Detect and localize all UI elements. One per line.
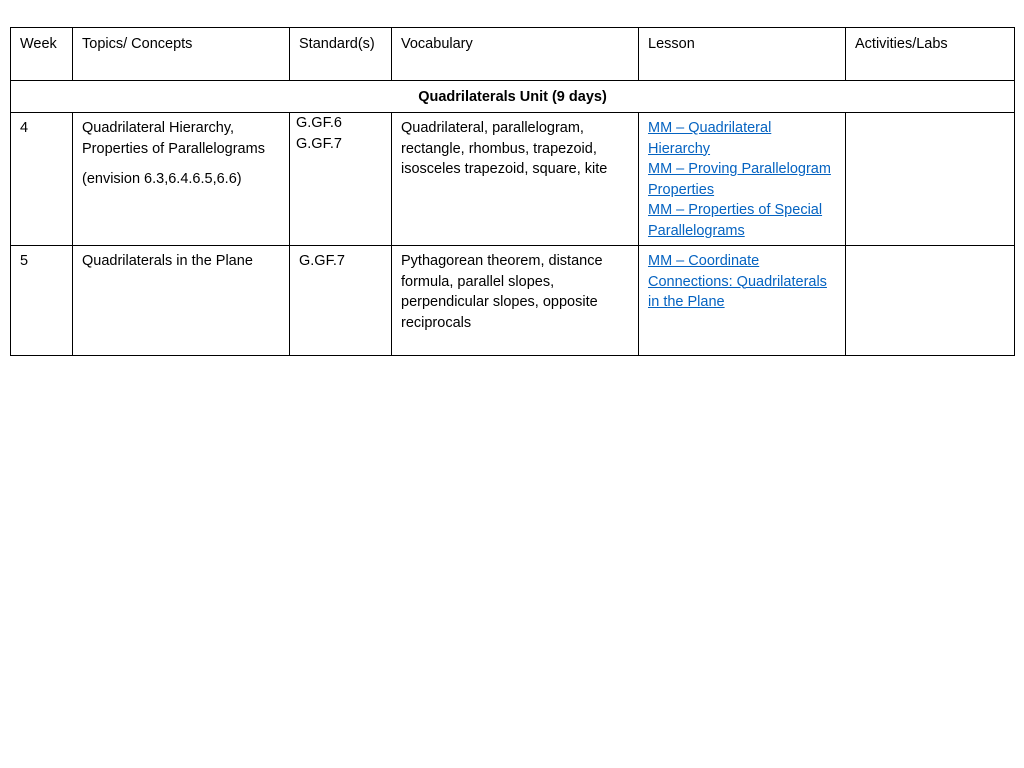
- vocabulary-cell: Quadrilateral, parallelogram, rectangle, rhombus, trapezoid, isosceles trapezoid, square, kite: [392, 113, 639, 246]
- header-vocabulary: Vocabulary: [392, 28, 639, 81]
- topic-cell: Quadrilaterals in the Plane: [73, 246, 290, 356]
- table-row: [11, 113, 1015, 246]
- header-topics: Topics/ Concepts: [73, 28, 290, 81]
- unit-row: [11, 81, 1015, 113]
- standards-cell: [290, 246, 392, 356]
- table-row: [11, 246, 1015, 356]
- topic-note: (envision 6.3,6.4.6.5,6.6): [82, 171, 242, 187]
- lesson-cell: [639, 246, 846, 356]
- week-cell: 5: [11, 246, 73, 356]
- standard-code: G.GF.7: [296, 135, 342, 152]
- header-row: [11, 28, 1015, 81]
- standard-code: G.GF.6: [296, 115, 342, 131]
- unit-title: Quadrilaterals Unit (9 days): [11, 81, 1015, 113]
- vocabulary-cell: Pythagorean theorem, distance formula, parallel slopes, perpendicular slopes, opposite reciprocals: [392, 246, 639, 356]
- activities-cell: [846, 246, 1015, 356]
- standards-cell: [290, 113, 392, 246]
- lesson-cell: [639, 113, 846, 246]
- header-week: Week: [11, 28, 73, 81]
- header-standards: Standard(s): [290, 28, 392, 81]
- activities-cell: [846, 113, 1015, 246]
- curriculum-table: [10, 27, 1015, 356]
- header-lesson: Lesson: [639, 28, 846, 81]
- topic-cell: [73, 113, 290, 246]
- header-activities: Activities/Labs: [846, 28, 1015, 81]
- lesson-link[interactable]: MM – Quadrilateral Hierarchy: [648, 120, 772, 157]
- topic-text: Quadrilateral Hierarchy, Properties of Parallelograms: [82, 120, 265, 157]
- week-cell: 4: [11, 113, 73, 246]
- lesson-link[interactable]: MM – Coordinate Connections: Quadrilaterals in the Plane: [648, 253, 827, 310]
- lesson-link[interactable]: MM – Properties of Special Parallelograms: [648, 202, 823, 239]
- standard-code: G.GF.7: [299, 253, 345, 269]
- lesson-link[interactable]: MM – Proving Parallelogram Properties: [648, 161, 831, 198]
